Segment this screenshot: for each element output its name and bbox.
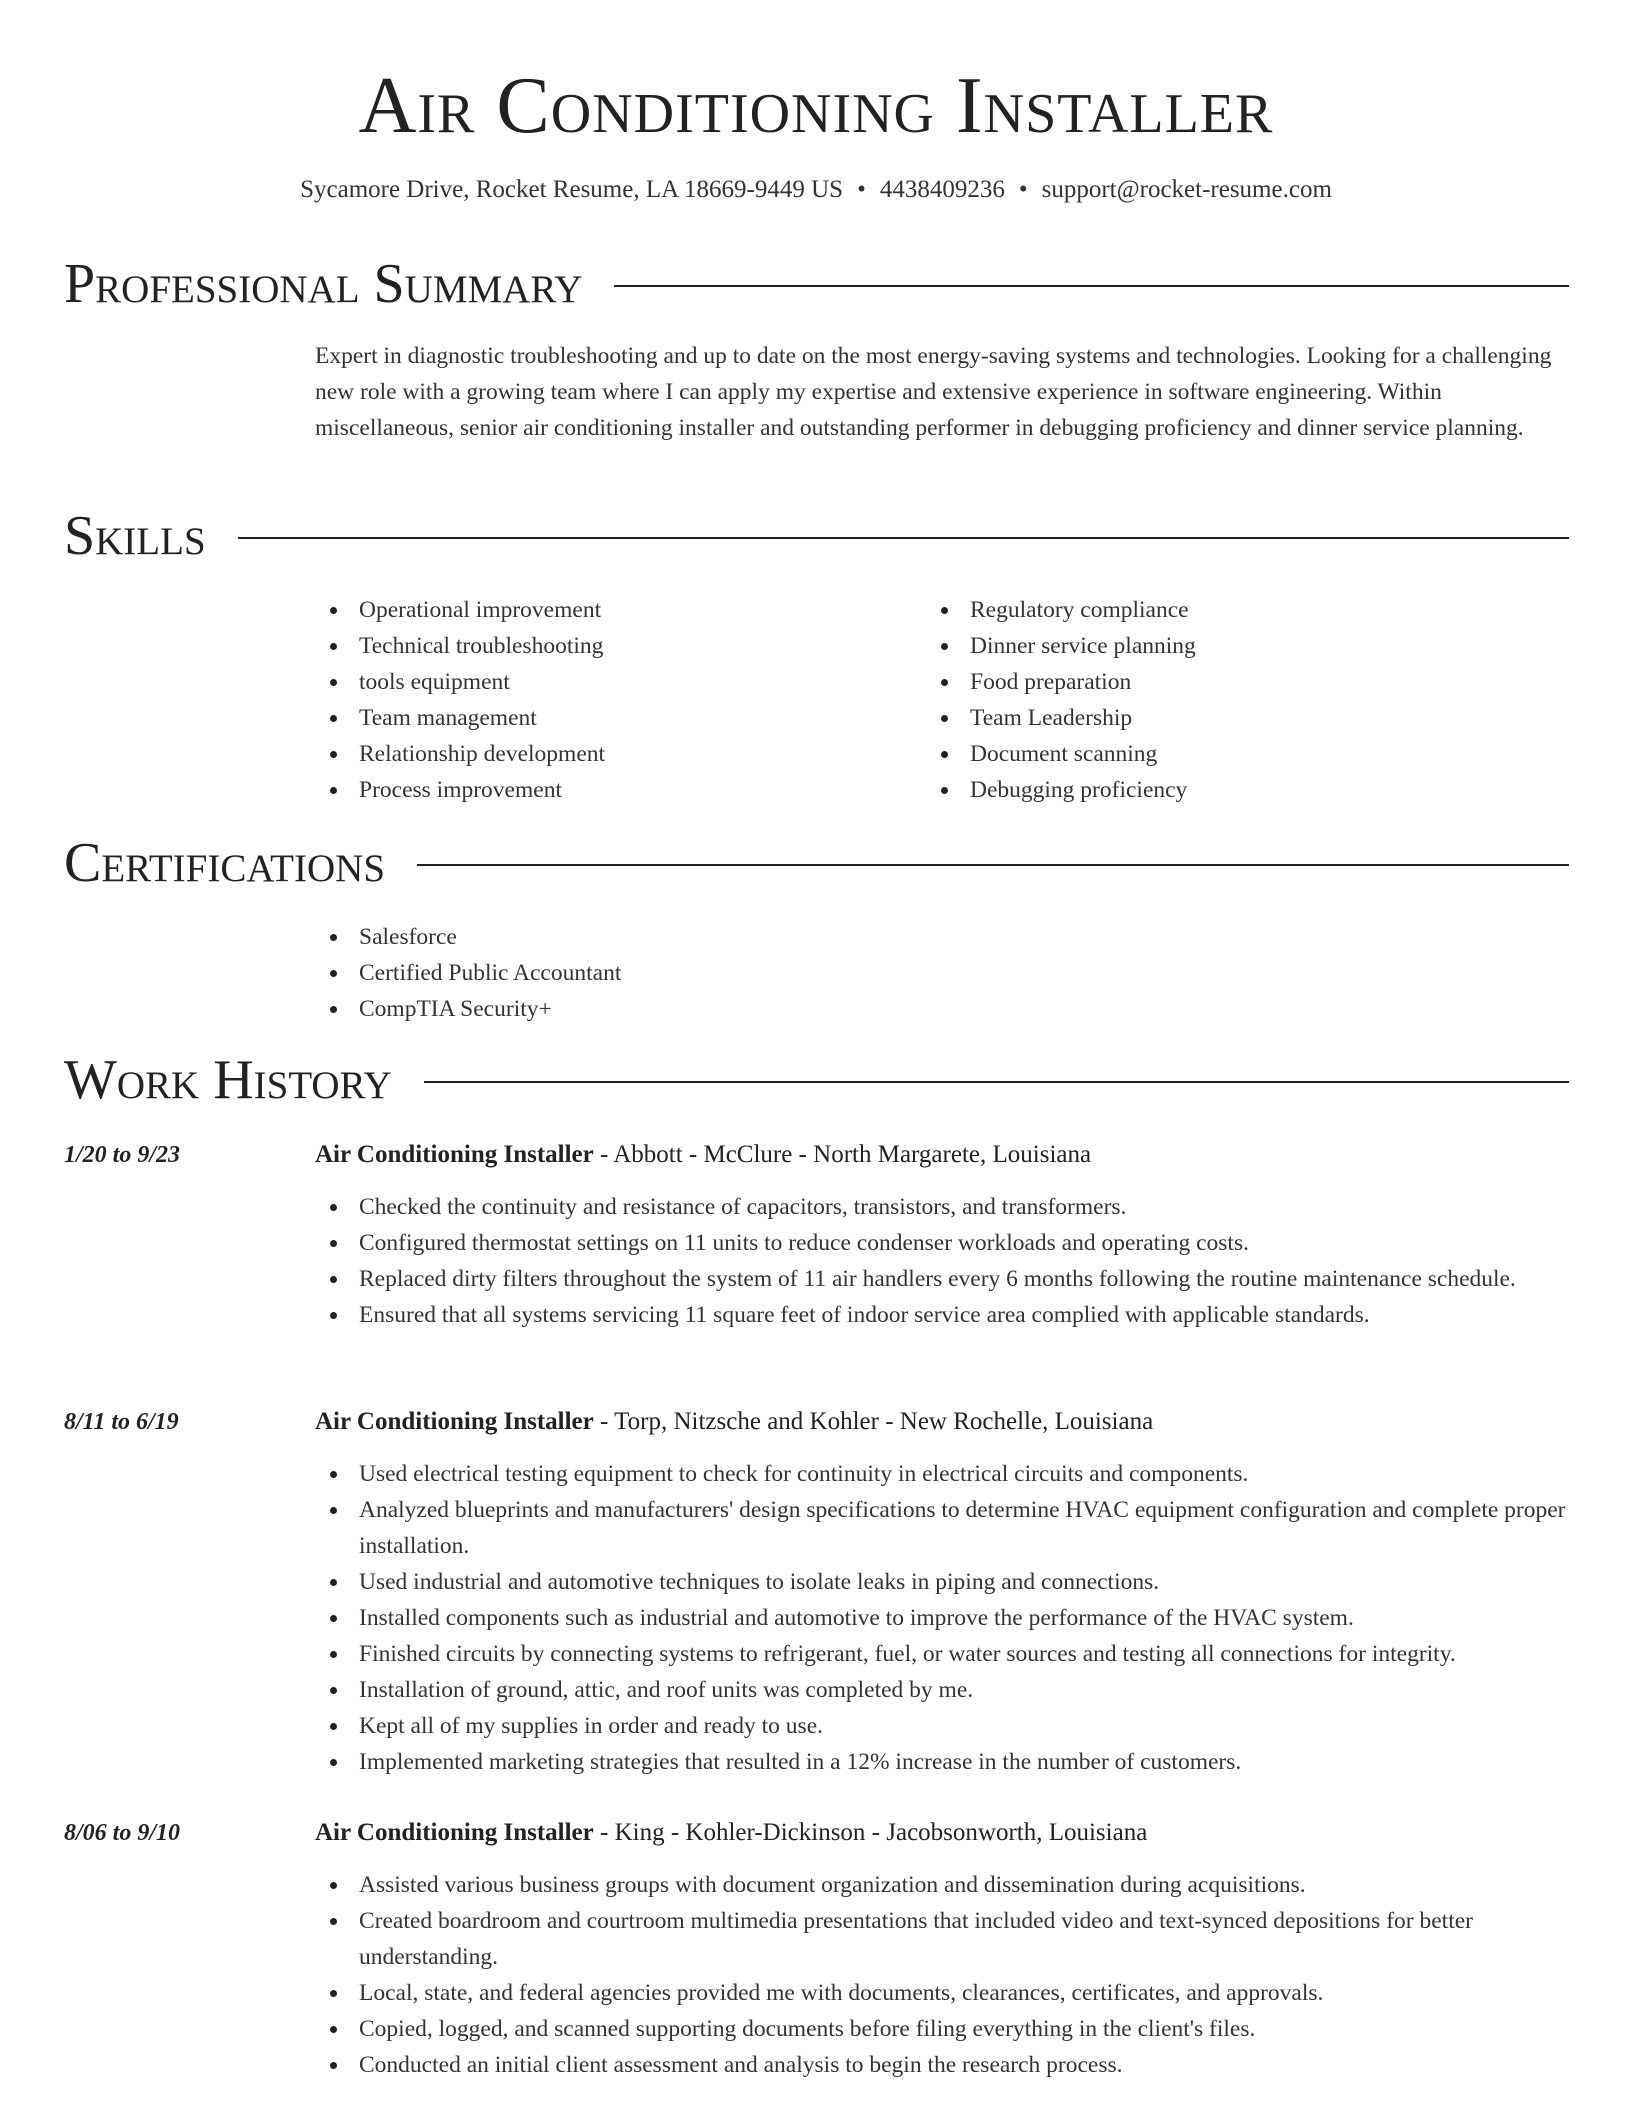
job-employer-location: - King - Kohler-Dickinson - Jacobsonworth, Louisiana (593, 1819, 1148, 1846)
skill-item: Dinner service planning (926, 628, 1196, 664)
contact-phone: 4438409236 (879, 176, 1005, 203)
skills-section-header (64, 504, 1569, 568)
job-dates: 8/06 to 9/10 (64, 1820, 181, 1846)
contact-separator: • (1018, 176, 1028, 203)
job-bullet: Used electrical testing equipment to check for continuity in electrical circuits and components. (315, 1456, 1569, 1492)
skill-item: Operational improvement (315, 592, 605, 628)
job-title: Air Conditioning Installer (315, 1141, 594, 1168)
job-bullet: Local, state, and federal agencies provided me with documents, clearances, certificates, and approvals. (315, 1975, 1569, 2011)
skills-list-left (315, 592, 605, 808)
job-bullet: Copied, logged, and scanned supporting documents before filing everything in the client's files. (315, 2011, 1569, 2047)
skill-item: Debugging proficiency (926, 772, 1196, 808)
summary-heading: Professional Summary (64, 253, 583, 315)
section-divider (424, 1081, 1569, 1083)
job-title: Air Conditioning Installer (315, 1408, 594, 1435)
job-bullet: Installation of ground, attic, and roof units was completed by me. (315, 1672, 1569, 1708)
job-bullet: Kept all of my supplies in order and ready to use. (315, 1708, 1569, 1744)
job-bullet: Implemented marketing strategies that resulted in a 12% increase in the number of customers. (315, 1744, 1569, 1780)
job-bullet: Configured thermostat settings on 11 units to reduce condenser workloads and operating costs. (315, 1225, 1569, 1261)
section-divider (417, 864, 1569, 866)
job-bullet: Replaced dirty filters throughout the system of 11 air handlers every 6 months following the routine maintenance schedule. (315, 1261, 1569, 1297)
resume-name: Air Conditioning Installer (358, 62, 1274, 150)
work-history-heading: Work History (64, 1049, 392, 1111)
skill-item: Process improvement (315, 772, 605, 808)
job-bullet: Checked the continuity and resistance of capacitors, transistors, and transformers. (315, 1189, 1569, 1225)
job-bullet: Installed components such as industrial and automotive to improve the performance of the HVAC system. (315, 1600, 1569, 1636)
skill-item: Team management (315, 700, 605, 736)
job-dates: 8/11 to 6/19 (64, 1409, 179, 1435)
job-title-line (315, 1137, 1091, 1173)
skill-item: Food preparation (926, 664, 1196, 700)
certification-item: Certified Public Accountant (315, 955, 621, 991)
certification-item: CompTIA Security+ (315, 991, 621, 1027)
job-employer-location: - Torp, Nitzsche and Kohler - New Rochelle, Louisiana (593, 1408, 1154, 1435)
job-bullets (315, 1456, 1569, 1780)
contact-email: support@rocket-resume.com (1041, 176, 1332, 203)
contact-address: Sycamore Drive, Rocket Resume, LA 18669-9449 US (300, 176, 844, 203)
job-bullet: Ensured that all systems servicing 11 square feet of indoor service area complied with applicable standards. (315, 1297, 1569, 1333)
certifications-list (315, 919, 621, 1027)
job-bullet: Used industrial and automotive techniques to isolate leaks in piping and connections. (315, 1564, 1569, 1600)
certifications-section-header (64, 831, 1569, 895)
skill-item: Technical troubleshooting (315, 628, 605, 664)
summary-text: Expert in diagnostic troubleshooting and up to date on the most energy-saving systems and technologies. Looking for a challenging new role with a growing team where I can apply my expertise and extensive experience in software engineering. Within miscellaneous, senior air conditioning installer and outstanding performer in debugging proficiency and dinner service planning. (315, 343, 1552, 441)
job-title-line (315, 1404, 1153, 1440)
certification-item: Salesforce (315, 919, 621, 955)
job-bullets (315, 1189, 1569, 1333)
skill-item: tools equipment (315, 664, 605, 700)
contact-separator: • (857, 176, 866, 203)
skill-item: Document scanning (926, 736, 1196, 772)
skills-list-right (926, 592, 1196, 808)
skill-item: Regulatory compliance (926, 592, 1196, 628)
job-employer-location: - Abbott - McClure - North Margarete, Louisiana (593, 1141, 1092, 1168)
job-bullet: Finished circuits by connecting systems to refrigerant, fuel, or water sources and testing all connections for integrity. (315, 1636, 1569, 1672)
job-bullet: Assisted various business groups with document organization and dissemination during acquisitions. (315, 1867, 1569, 1903)
section-divider (614, 285, 1569, 287)
certifications-heading: Certifications (64, 832, 386, 894)
summary-section-header (64, 252, 1569, 316)
job-bullet: Analyzed blueprints and manufacturers' design specifications to determine HVAC equipment configuration and complete proper installation. (315, 1492, 1569, 1564)
section-divider (238, 537, 1569, 539)
job-dates: 1/20 to 9/23 (64, 1142, 181, 1168)
skill-item: Team Leadership (926, 700, 1196, 736)
job-bullet: Created boardroom and courtroom multimedia presentations that included video and text-synced depositions for better understanding. (315, 1903, 1569, 1975)
job-title: Air Conditioning Installer (315, 1819, 594, 1846)
contact-line (0, 174, 1632, 206)
job-bullets (315, 1867, 1569, 2083)
skills-heading: Skills (64, 505, 206, 567)
work-history-section-header (64, 1048, 1569, 1112)
job-bullet: Conducted an initial client assessment and analysis to begin the research process. (315, 2047, 1569, 2083)
job-title-line (315, 1815, 1147, 1851)
skill-item: Relationship development (315, 736, 605, 772)
